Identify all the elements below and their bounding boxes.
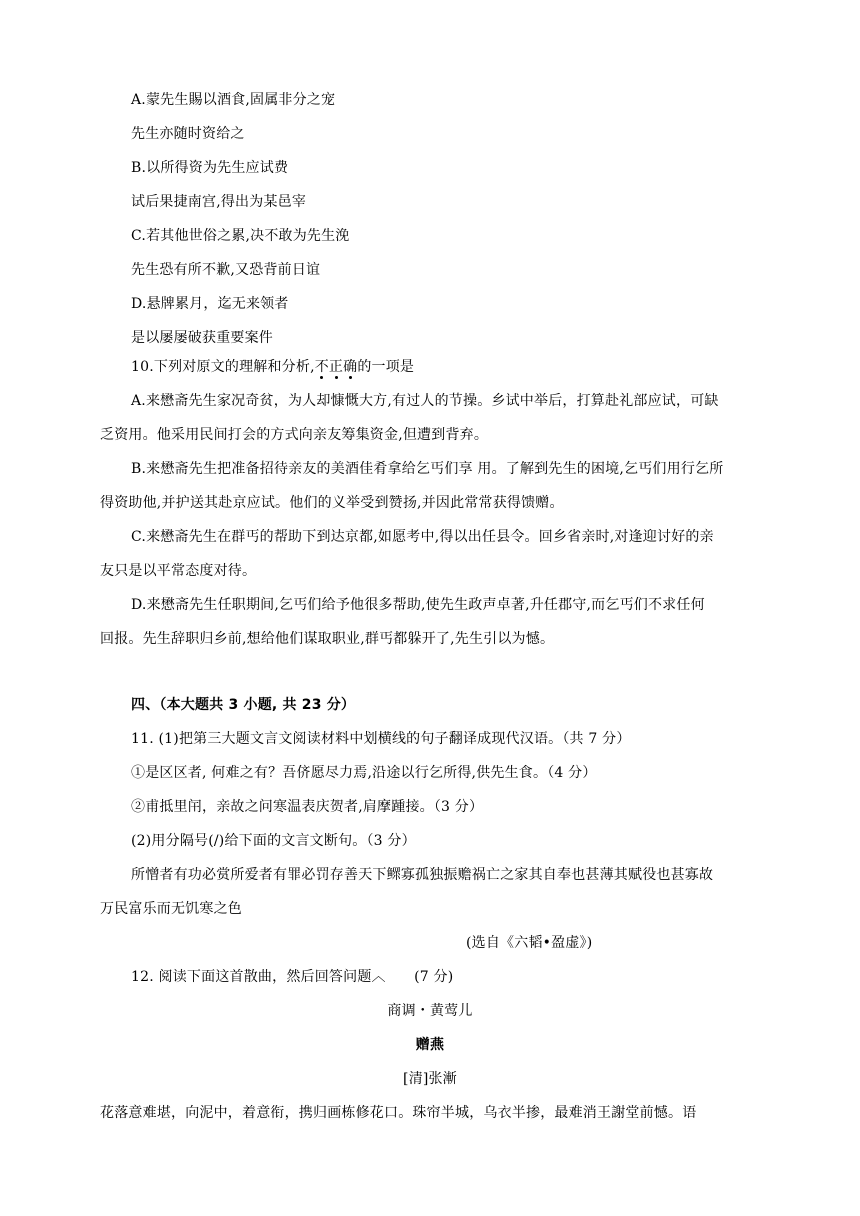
q11-item-1: ①是区区者, 何难之有？吾侪愿尽力焉,沿途以行乞所得,供先生食。（4 分） [131,765,597,781]
q10-option-a-line2: 乏资用。他采用民间打会的方式向亲友筹集资金,但遭到背弃。 [100,427,489,443]
q12-poem-title: 赠燕 [415,1037,445,1053]
q10-option-d-line2: 回报。先生辞职归乡前,想给他们谋取职业,群丐都躲开了,先生引以为憾。 [100,631,555,647]
q12-title: 12. 阅读下面这首散曲，然后回答问题︿ (7 分) [131,969,454,985]
q9-option-a-line2: 先生亦随时资给之 [131,126,245,142]
q10-option-b-line1: B.来懋斋先生把准备招待亲友的美酒佳肴拿给乞丐们享 用。了解到先生的困境,乞丐们用行乞所 [131,461,724,477]
q9-option-b-line2: 试后果捷南宫,得出为某邑宰 [131,194,307,210]
q11-passage-line2: 万民富乐而无饥寒之色 [100,901,242,917]
q11-item-2: ②甫抵里闬，亲故之问寒温表庆贺者,肩摩踵接。（3 分） [131,799,484,815]
q9-option-d-line2: 是以屡屡破获重要案件 [131,330,273,346]
q11-title: 11. (1)把第三大题文言文阅读材料中划横线的句子翻译成现代汉语。（共 7 分） [131,731,631,747]
q12-author: [清]张漸 [403,1071,457,1087]
q11-part-2: (2)用分隔号(/)给下面的文言文断句。（3 分） [131,833,416,849]
q10-option-b-line2: 得资助他,并护送其赴京应试。他们的义举受到赞扬,并因此常常获得馈赠。 [100,495,564,511]
q10-option-d-line1: D.来懋斋先生任职期间,乞丐们给予他很多帮助,使先生政声卓著,升任郡守,而乞丐们不求任何 [131,597,705,613]
q9-option-c-line2: 先生恐有所不歉,又恐背前日谊 [131,262,321,278]
q10-option-c-line1: C.来懋斋先生在群丐的帮助下到达京都,如愿考中,得以出任县令。回乡省亲时,对逢迎讨好的亲 [131,529,714,545]
q11-passage-line1: 所憎者有功必赏所爱者有罪必罚存善天下鳏寡孤独振赡祸亡之家其自奉也甚薄其赋役也甚寡故 [131,867,714,883]
q10-emphasis-char-1: 不 [314,359,329,375]
q10-option-c-line2: 友只是以平常态度对待。 [100,563,257,579]
q10-stem [131,357,414,377]
q10-stem-prefix: 10.下列对原文的理解和分析, [131,359,315,375]
q11-source: (选自《六韬•盈虚》) [466,935,593,951]
q12-text-line1: 花落意难堪，向泥中，着意衔，携归画栋修花口。珠帘半城，乌衣半掺，最难消王謝堂前憾。语 [100,1105,697,1121]
q9-option-c-line1: C.若其他世俗之累,决不敢为先生浼 [131,228,350,244]
q10-stem-suffix: 的一项是 [357,359,415,375]
q10-emphasis-char-3: 确 [343,359,358,375]
q12-genre: 商调・黄莺儿 [387,1003,473,1019]
q10-option-a-line1: A.来懋斋先生家况奇贫，为人却慷慨大方,有过人的节操。乡试中举后，打算赴礼部应试，可缺 [131,393,719,409]
section-heading: 四、（本大题共 3 小题, 共 23 分） [131,697,356,713]
q9-option-a-line1: A.蒙先生賜以酒食,固属非分之宠 [131,92,336,108]
q9-option-d-line1: D.悬牌累月，迄无来领者 [131,296,289,312]
q9-option-b-line1: B.以所得资为先生应试费 [131,160,289,176]
q10-emphasis-char-2: 正 [328,359,344,375]
